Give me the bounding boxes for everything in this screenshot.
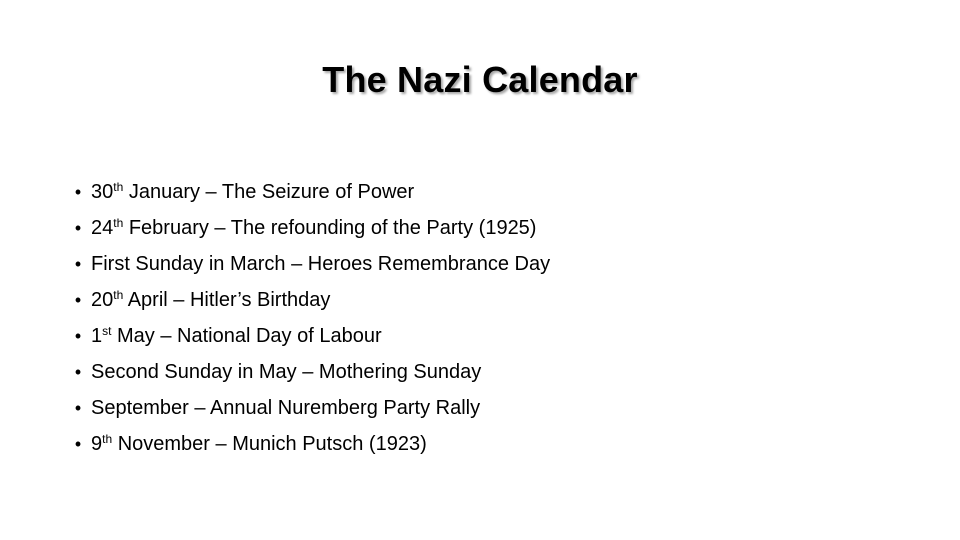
list-item-text: 1st May – National Day of Labour bbox=[91, 324, 382, 347]
bullet-icon: • bbox=[74, 362, 82, 382]
bullet-icon: • bbox=[74, 326, 82, 346]
list-item-text: 30th January – The Seizure of Power bbox=[91, 180, 415, 203]
bullet-icon: • bbox=[74, 398, 82, 418]
bullet-icon: • bbox=[74, 290, 82, 310]
list-item-text: 9th November – Munich Putsch (1923) bbox=[91, 432, 427, 455]
list-item-text: 24th February – The refounding of the Party (1925) bbox=[91, 216, 537, 239]
bullet-icon: • bbox=[74, 218, 82, 238]
list-item-text: September – Annual Nuremberg Party Rally bbox=[91, 397, 481, 419]
bullet-icon: • bbox=[74, 434, 82, 454]
bullet-icon: • bbox=[74, 254, 82, 274]
list-item-text: Second Sunday in May – Mothering Sunday bbox=[91, 361, 482, 383]
slide-title: The Nazi Calendar bbox=[322, 59, 638, 100]
list-item-text: 20th April – Hitler’s Birthday bbox=[91, 288, 331, 311]
list-item-text: First Sunday in March – Heroes Remembrance Day bbox=[91, 253, 551, 275]
bullet-icon: • bbox=[74, 182, 82, 202]
